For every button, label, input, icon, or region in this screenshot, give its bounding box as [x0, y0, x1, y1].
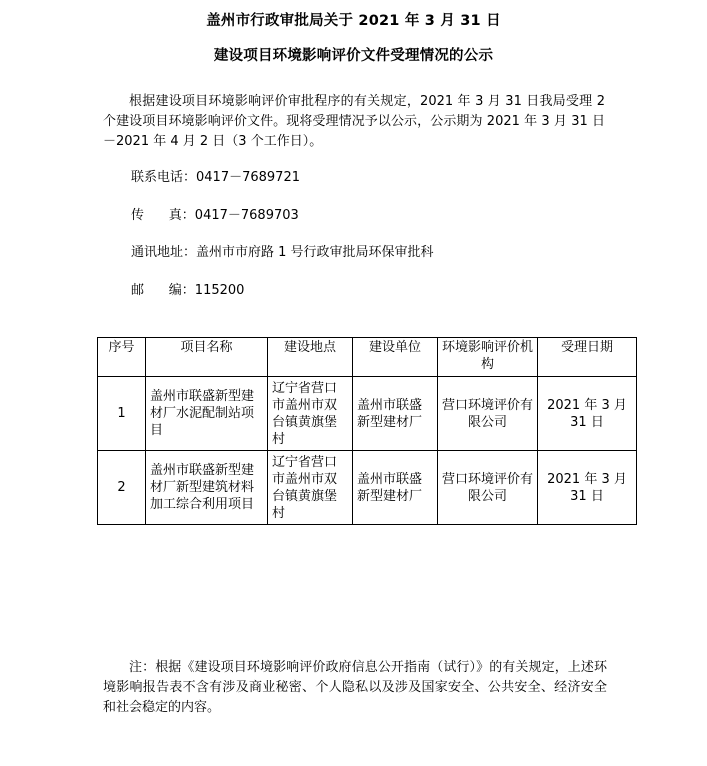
project-table [97, 337, 637, 525]
contact-address: 通讯地址：盖州市市府路 1 号行政审批局环保审批科 [131, 245, 434, 260]
cell-unit: 盖州市联盛新型建材厂 [353, 451, 438, 525]
table-row [98, 451, 637, 525]
header-unit: 建设单位 [353, 338, 438, 377]
contact-phone: 联系电话：0417－7689721 [131, 170, 300, 185]
cell-date: 2021 年 3 月 31 日 [538, 451, 637, 525]
contact-fax: 传 真：0417－7689703 [131, 208, 299, 223]
note-paragraph: 注：根据《建设项目环境影响评价政府信息公开指南（试行）》的有关规定，上述环境影响报告表不含有涉及商业秘密、个人隐私以及涉及国家安全、公共安全、经济安全和社会稳定的内容。 [103, 660, 607, 715]
intro-paragraph: 根据建设项目环境影响评价审批程序的有关规定，2021 年 3 月 31 日我局受理 2 个建设项目环境影响评价文件。现将受理情况予以公示，公示期为 2021 年 3 月 31 日－2021 年 4 月 2 日（3 个工作日）。 [103, 94, 605, 149]
cell-project-name: 盖州市联盛新型建材厂水泥配制站项目 [146, 377, 268, 451]
header-date: 受理日期 [538, 338, 637, 377]
cell-eia-agency: 营口环境评价有限公司 [438, 377, 538, 451]
cell-location: 辽宁省营口市盖州市双台镇黄旗堡村 [268, 451, 353, 525]
cell-index: 2 [98, 451, 146, 525]
title-line-2: 建设项目环境影响评价文件受理情况的公示 [213, 48, 494, 64]
table-header-row [98, 338, 637, 377]
header-index: 序号 [98, 338, 146, 377]
cell-location: 辽宁省营口市盖州市双台镇黄旗堡村 [268, 377, 353, 451]
cell-index: 1 [98, 377, 146, 451]
table-row [98, 377, 637, 451]
cell-date: 2021 年 3 月 31 日 [538, 377, 637, 451]
contact-postcode: 邮 编：115200 [131, 283, 245, 298]
cell-unit: 盖州市联盛新型建材厂 [353, 377, 438, 451]
title-line-1: 盖州市行政审批局关于 2021 年 3 月 31 日 [206, 13, 501, 29]
cell-project-name: 盖州市联盛新型建材厂新型建筑材料加工综合利用项目 [146, 451, 268, 525]
header-project-name: 项目名称 [146, 338, 268, 377]
cell-eia-agency: 营口环境评价有限公司 [438, 451, 538, 525]
header-location: 建设地点 [268, 338, 353, 377]
header-eia-agency: 环境影响评价机构 [438, 338, 538, 377]
